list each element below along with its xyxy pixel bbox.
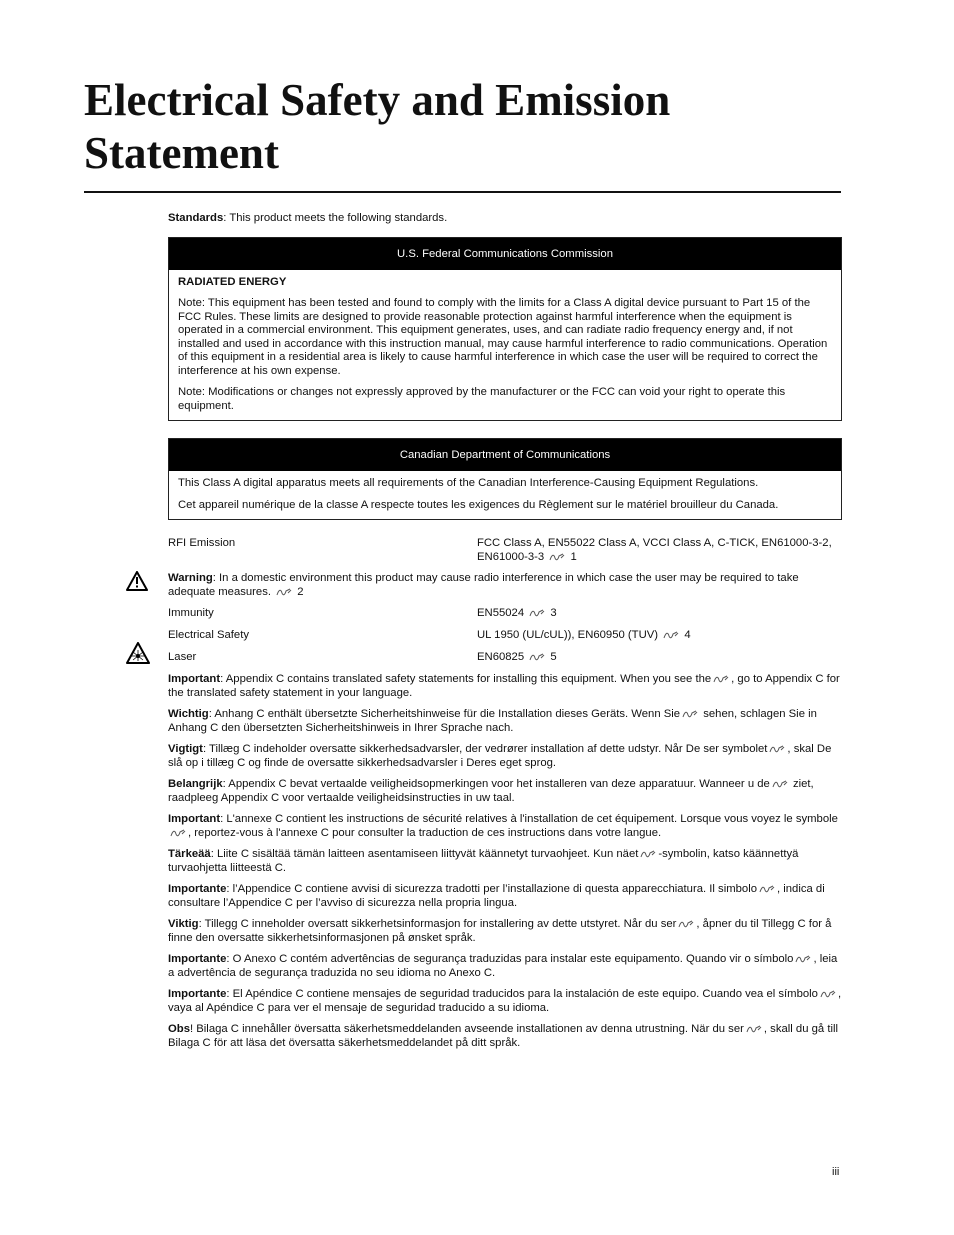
canada-french: Cet appareil numérique de la classe A respecte toutes les exigences du Règlement sur le matériel brouilleur du Canada. [178, 498, 779, 511]
translation-text-b: sehen, schlagen Sie in Anhang C den übersetzten Sicherheitshinweis in Ihrer Sprache nach. [168, 708, 817, 734]
translation-text-a: : Appendix C bevat vertaalde veiligheidsopmerkingen voor het installeren van deze apparatuur. Wanneer u de [222, 778, 770, 790]
translation-text-a: : O Anexo C contém advertências de segurança traduzidas para instalar este equipamento. Quando vir o símbolo [226, 953, 794, 965]
pen-note-icon [769, 745, 785, 753]
content [168, 212, 842, 1058]
translation-paragraph [168, 1023, 842, 1050]
translation-lang: Importante [168, 883, 227, 895]
rfi-row [168, 537, 842, 564]
fcc-note-1: Note: This equipment has been tested and found to comply with the limits for a Class A digital device pursuant to Part 15 of the FCC Rules. These limits are designed to provide reasonable protection against harmful interference when the equipment is operated in a commercial environment. This equipment generates, uses, and can radiate radio frequency energy and, if not installed and used in accordance with this instruction manual, may cause harmful interference to radio communications. Operation of this equipment in a residential area is likely to cause harmful interference in which case the user will be required to correct the interference at his own expense. [178, 297, 828, 377]
translation-paragraph [168, 708, 842, 735]
translation-text-b: , indica di consultare l’Appendice C per l’avviso di sicurezza nella propria lingua. [168, 883, 825, 909]
warning-row [168, 572, 842, 599]
translation-text-b: , vaya al Apéndice C para ver el mensaje de seguridad traducido a su idioma. [168, 988, 842, 1014]
translation-lang: Viktig [168, 918, 199, 930]
pen-note-icon [682, 710, 698, 718]
translation-text-a: : l’Appendice C contiene avvisi di sicurezza tradotti per l’installazione di questa apparecchiatura. Il simbolo [226, 883, 757, 895]
translation-paragraph [168, 918, 842, 945]
laser-label: Laser [168, 651, 197, 663]
translation-text-b: , reportez-vous à l'annexe C pour consulter la traduction de ces instructions dans votre langue. [188, 826, 662, 839]
translation-text-b: -symbolin, katso käännettyä turvaohjetta liitteestä C. [168, 848, 799, 874]
warning-triangle-icon [126, 571, 148, 591]
electrical-ref: 4 [684, 629, 691, 641]
translation-paragraph [168, 743, 842, 770]
translation-paragraph [168, 813, 842, 840]
translation-text-b: , go to Appendix C for the translated safety statement in your language. [168, 673, 840, 699]
canada-box [168, 438, 842, 520]
title-line-2: Statement [84, 128, 279, 178]
fcc-subheading: RADIATED ENERGY [178, 275, 287, 288]
translation-text-a: : Anhang C enthält übersetzte Sicherheitshinweise für die Installation dieses Geräts. Wenn Sie [208, 708, 681, 720]
warning-ref: 2 [297, 585, 304, 598]
translation-paragraph [168, 778, 842, 805]
pen-note-icon [549, 553, 565, 561]
immunity-label: Immunity [168, 607, 214, 619]
translation-lang: Belangrijk [168, 778, 223, 790]
translation-paragraph [168, 953, 842, 980]
title-rule [84, 191, 841, 193]
fcc-header: U.S. Federal Communications Commission [169, 238, 841, 270]
warning-label: Warning [168, 572, 213, 584]
rfi-ref: 1 [570, 550, 577, 563]
laser-ref: 5 [550, 651, 557, 663]
translation-lang: Vigtigt [168, 743, 203, 755]
standards-text: : This product meets the following standards. [223, 212, 448, 224]
title-line-1: Electrical Safety and Emission [84, 75, 671, 125]
pen-note-icon [276, 588, 292, 596]
translation-text-a: : Tillegg C inneholder oversatt sikkerhetsinformasjon for installering av dette utstyret. Når du ser [198, 918, 677, 930]
translation-paragraph [168, 848, 842, 875]
translation-text-b: , leia a advertência de segurança traduzida no seu idioma no Anexo C. [168, 953, 838, 979]
rfi-value: FCC Class A, EN55022 Class A, VCCI Class A, C-TICK, EN61000-3-2, EN61000-3-3 [477, 537, 832, 563]
pen-note-icon [529, 653, 545, 661]
pen-note-icon [746, 1025, 762, 1033]
translation-text-b: , åpner du til Tillegg C for å finne den oversatte sikkerhetsinformasjonen på ønsket språk. [168, 918, 832, 944]
translation-lang: Important [168, 673, 221, 685]
translation-text-a: ! Bilaga C innehåller översatta säkerhetsmeddelanden avseende installationen av denna utrustning. När du ser [189, 1023, 744, 1035]
pen-note-icon [170, 829, 186, 837]
canada-english: This Class A digital apparatus meets all requirements of the Canadian Interference-Causing Equipment Regulations. [178, 477, 759, 489]
translation-text-b: ziet, raadpleeg Appendix C voor vertaalde veiligheidsinstructies in uw taal. [168, 778, 814, 804]
translation-text-a: : Appendix C contains translated safety statements for installing this equipment. When you see the [220, 673, 712, 685]
canada-header: Canadian Department of Communications [169, 439, 841, 471]
translation-lang: Important [168, 813, 221, 825]
translation-lang: Importante [168, 953, 227, 965]
translation-paragraph [168, 988, 842, 1015]
translation-lang: Importante [168, 988, 227, 1000]
translation-paragraph [168, 883, 842, 910]
rfi-label: RFI Emission [168, 537, 236, 549]
immunity-ref: 3 [550, 607, 557, 619]
warning-text: : In a domestic environment this product may cause radio interference in which case the user may be required to take adequate measures. [168, 572, 799, 598]
laser-radiation-icon [126, 642, 150, 664]
pen-note-icon [640, 850, 656, 858]
electrical-label: Electrical Safety [168, 629, 249, 641]
pen-note-icon [795, 955, 811, 963]
electrical-value: UL 1950 (UL/cUL)), EN60950 (TUV) [477, 629, 659, 641]
pen-note-icon [772, 780, 788, 788]
page-number: iii [832, 1166, 840, 1178]
pen-note-icon [678, 920, 694, 928]
translation-lang: Tärkeää [168, 848, 211, 860]
page-title [84, 74, 844, 180]
translation-text-b: , skal De slå op i tillæg C og finde de oversatte sikkerhedsadvarsler i Deres eget sprog. [168, 743, 832, 769]
translation-text-a: : El Apéndice C contiene mensajes de seguridad traducidos para la instalación de este equipo. Cuando vea el símbolo [226, 988, 818, 1000]
fcc-note-2: Note: Modifications or changes not expressly approved by the manufacturer or the FCC can void your right to operate this equipment. [178, 386, 786, 412]
laser-value: EN60825 [477, 651, 525, 663]
translated-statements [168, 673, 842, 1050]
pen-note-icon [713, 675, 729, 683]
pen-note-icon [529, 609, 545, 617]
translation-lang: Obs [168, 1023, 190, 1035]
translation-lang: Wichtig [168, 708, 209, 720]
translation-text-a: : Tillæg C indeholder oversatte sikkerhedsadvarsler, der vedrører installation af dette udstyr. Når De ser symbolet [202, 743, 768, 755]
immunity-row [168, 607, 842, 621]
translation-text-a: : Liite C sisältää tämän laitteen asentamiseen liittyvät käännetyt turvaohjeet. Kun näet [210, 848, 639, 860]
pen-note-icon [820, 990, 836, 998]
electrical-row [168, 629, 842, 643]
laser-row [168, 651, 842, 665]
immunity-value: EN55024 [477, 607, 525, 619]
fcc-box [168, 237, 842, 422]
standards-intro [168, 212, 842, 226]
translation-text-b: , skall du gå till Bilaga C för att läsa det översatta säkerhetsmeddelandet på ditt språk. [168, 1023, 838, 1049]
standards-label: Standards [168, 212, 224, 224]
pen-note-icon [663, 631, 679, 639]
pen-note-icon [759, 885, 775, 893]
translation-text-a: : L'annexe C contient les instructions de sécurité relatives à l'installation de cet équipement. Lorsque vous voyez le symbole [220, 813, 838, 825]
translation-paragraph [168, 673, 842, 700]
